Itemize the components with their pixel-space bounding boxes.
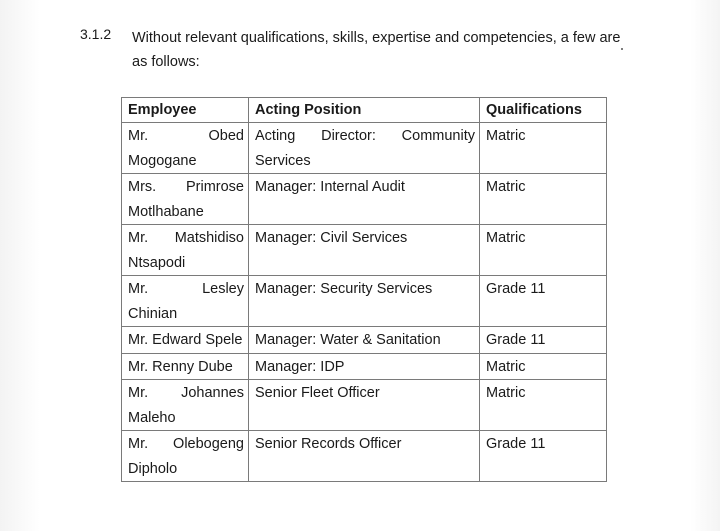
qualification-cell: Grade 11 [480, 431, 607, 482]
employee-first-name: Primrose [185, 179, 244, 195]
employee-cell [122, 380, 249, 431]
header-acting-position: Acting Position [249, 98, 480, 123]
employee-first-name: Olebogeng [173, 436, 244, 452]
employee-surname: Dipholo [128, 460, 178, 477]
employee-surname: Mogogane [128, 152, 197, 169]
employee-title: Mr. [128, 128, 149, 144]
position-word: Director: [321, 128, 376, 144]
employee-title: Mr. [128, 281, 149, 297]
qualification-cell: Matric [480, 380, 607, 431]
acting-staff-table [121, 97, 607, 482]
position-word: Services [255, 152, 311, 169]
qualification-cell: Matric [480, 353, 607, 380]
employee-title: Mrs. [128, 179, 157, 195]
employee-title: Mr. [128, 436, 149, 452]
position-cell: Senior Fleet Officer [249, 380, 480, 431]
table-row [122, 327, 607, 354]
employee-first-name: Lesley [202, 281, 244, 297]
employee-surname: Maleho [128, 409, 176, 426]
position-cell [249, 123, 480, 174]
header-qualifications: Qualifications [480, 98, 607, 123]
employee-title: Mr. [128, 385, 149, 401]
header-employee: Employee [122, 98, 249, 123]
employee-cell [122, 225, 249, 276]
employee-cell [122, 431, 249, 482]
qualification-cell: Grade 11 [480, 327, 607, 354]
employee-cell [122, 174, 249, 225]
position-word: Community [401, 128, 475, 144]
employee-surname: Ntsapodi [128, 254, 186, 271]
position-cell: Manager: Security Services [249, 276, 480, 327]
employee-surname: Motlhabane [128, 203, 204, 220]
employee-first-name: Obed [208, 128, 244, 144]
table-row [122, 174, 607, 225]
position-cell: Manager: Internal Audit [249, 174, 480, 225]
table-header-row [122, 98, 607, 123]
position-word: Acting [255, 128, 296, 144]
section-number: 3.1.2 [80, 26, 112, 42]
table-row [122, 123, 607, 174]
employee-first-name: Johannes [181, 385, 244, 401]
position-cell: Manager: IDP [249, 353, 480, 380]
position-cell: Manager: Civil Services [249, 225, 480, 276]
qualification-cell: Matric [480, 174, 607, 225]
employee-cell [122, 276, 249, 327]
qualification-cell: Grade 11 [480, 276, 607, 327]
table-row [122, 431, 607, 482]
employee-first-name: Matshidiso [174, 230, 244, 246]
employee-surname: Chinian [128, 305, 178, 322]
employee-cell [122, 123, 249, 174]
section-paragraph: Without relevant qualifications, skills, expertise and competencies, a few are as follows: [132, 30, 621, 70]
position-cell: Manager: Water & Sanitation [249, 327, 480, 354]
stray-mark [621, 48, 623, 50]
table-row [122, 276, 607, 327]
employee-title: Mr. [128, 230, 149, 246]
position-cell: Senior Records Officer [249, 431, 480, 482]
qualification-cell: Matric [480, 123, 607, 174]
qualification-cell: Matric [480, 225, 607, 276]
table-row [122, 225, 607, 276]
table-row [122, 380, 607, 431]
employee-cell: Mr. Renny Dube [122, 353, 249, 380]
employee-cell: Mr. Edward Spele [122, 327, 249, 354]
table-row [122, 353, 607, 380]
